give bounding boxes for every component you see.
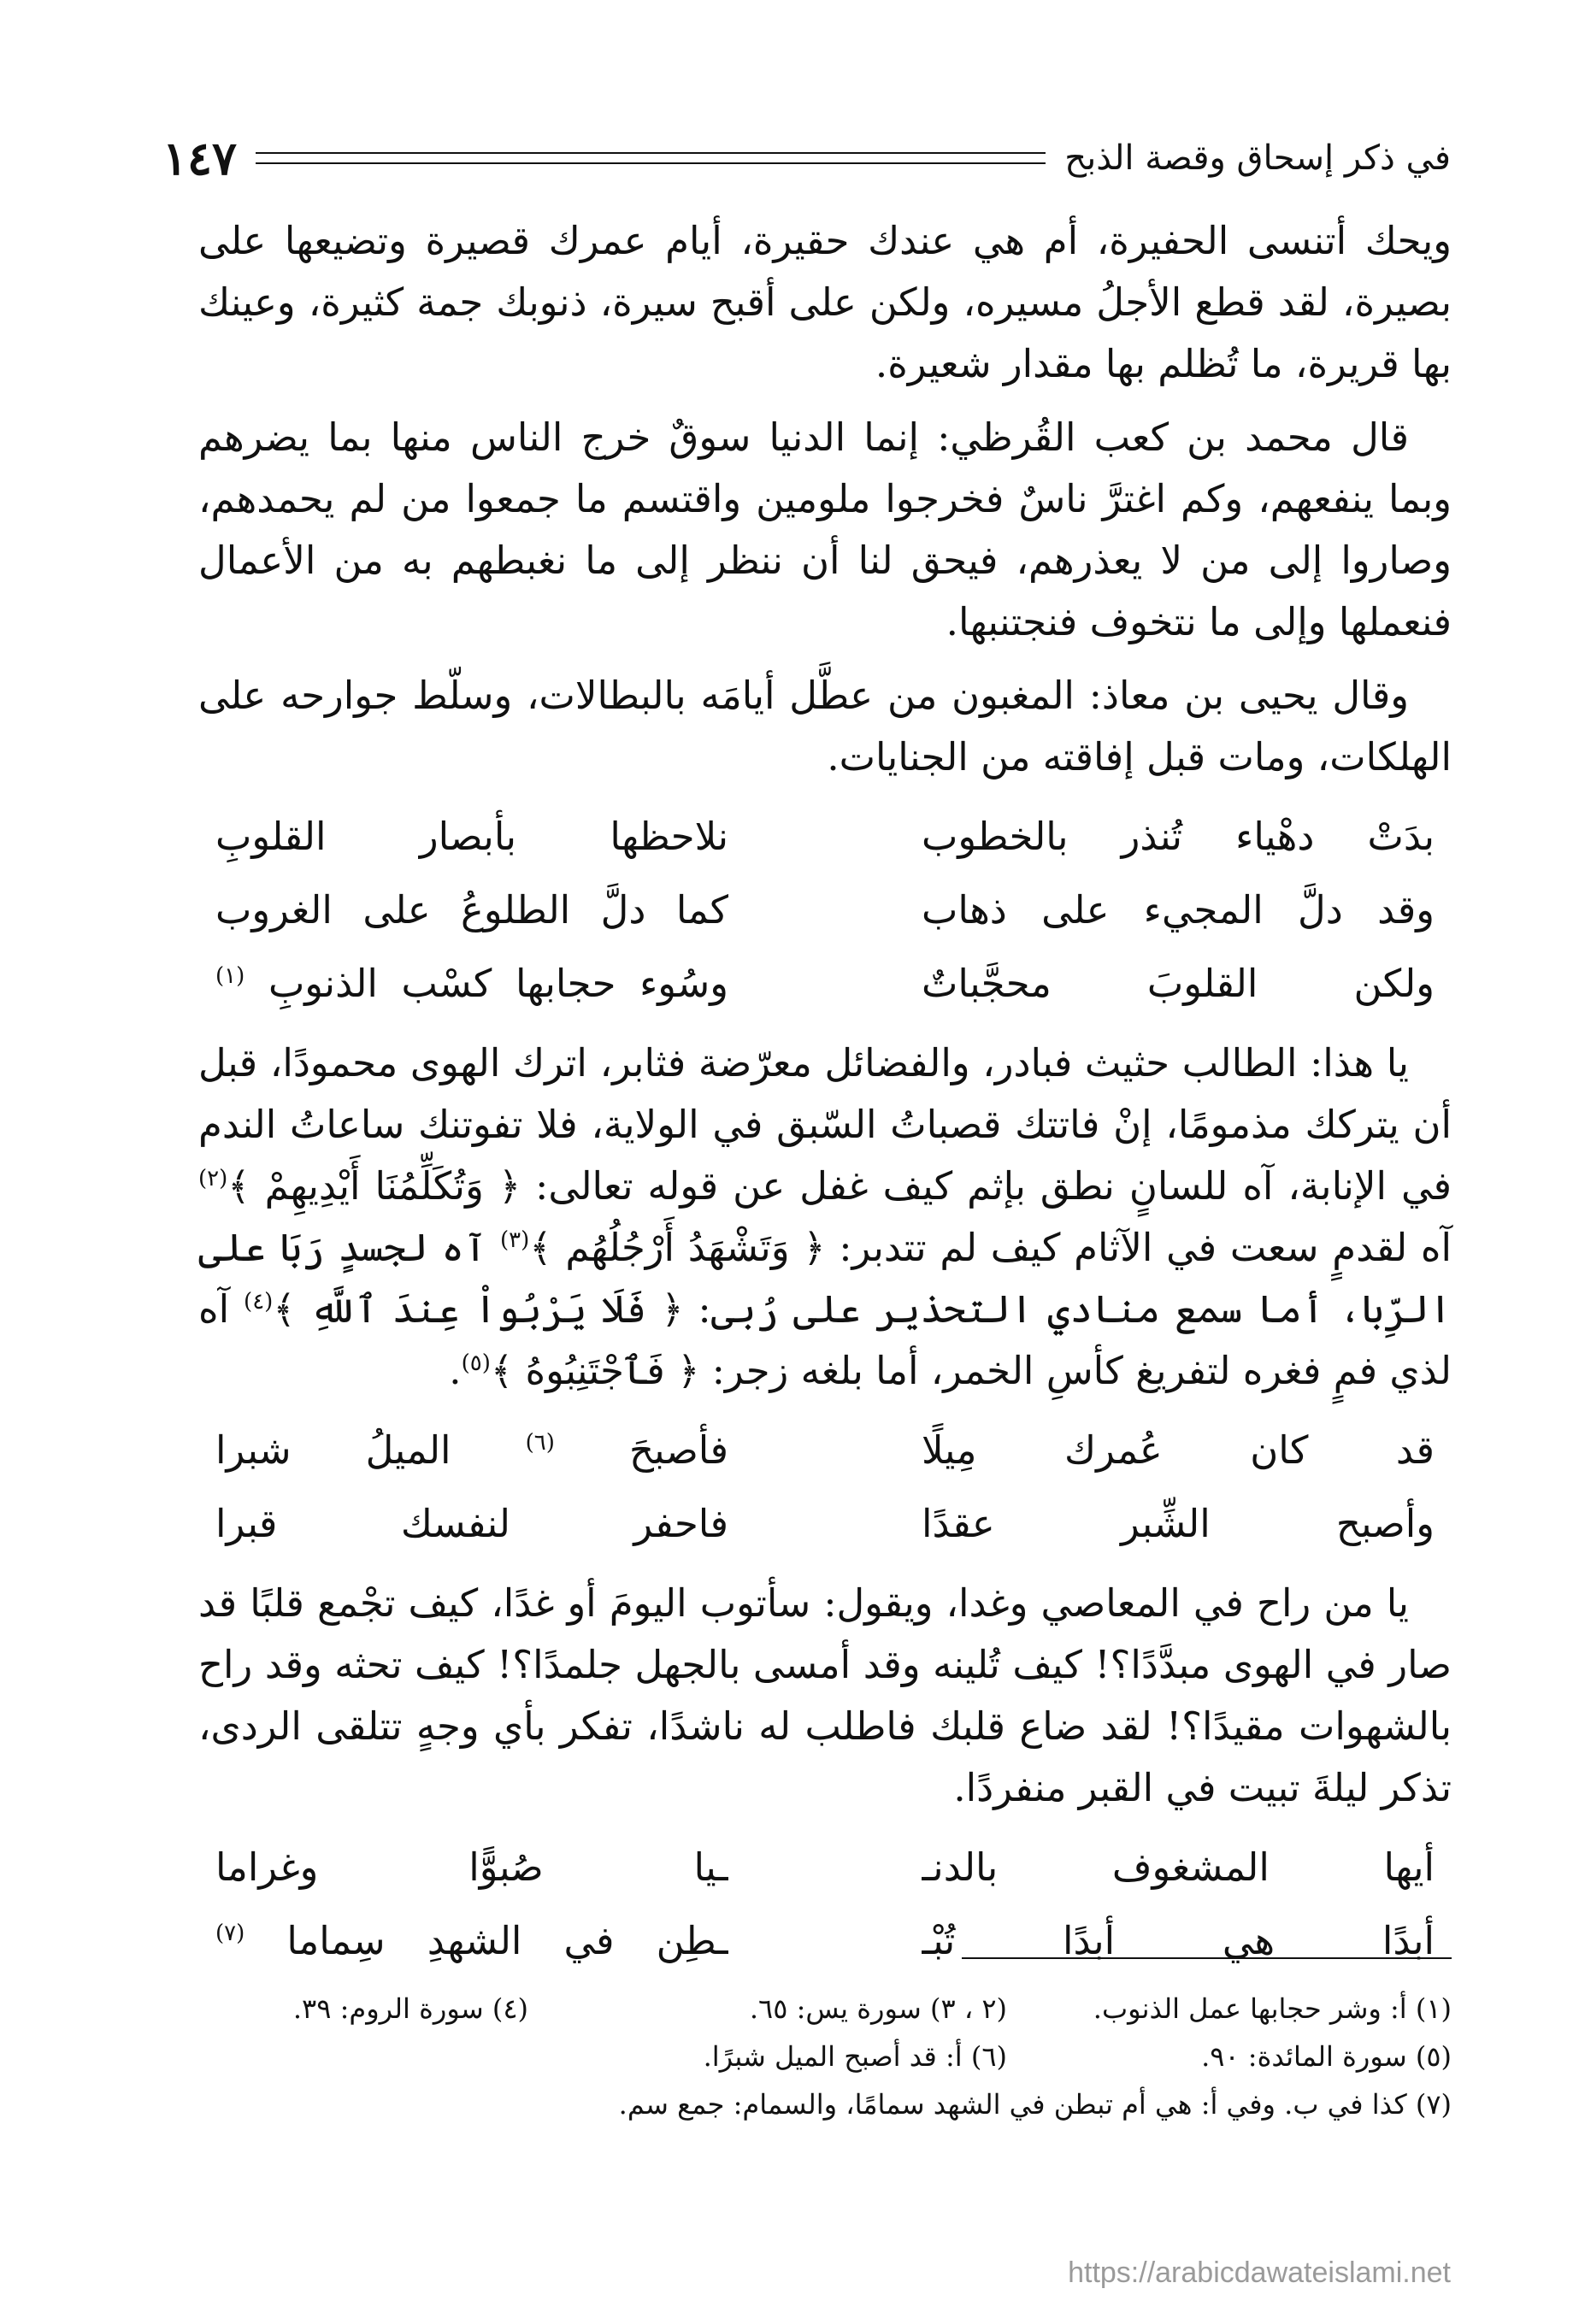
paragraph-4 — [198, 1033, 1452, 1402]
footnote-1: (١) أ: وشر حجابها عمل الذنوب. — [1093, 1992, 1452, 2025]
hemistich-text: الميلُ شبرا — [215, 1427, 451, 1473]
hemistich: أيها المشغوف بالدنـ — [922, 1844, 1435, 1890]
poem-1 — [198, 800, 1452, 1021]
footnote-ref-4: (٤) — [244, 1289, 274, 1315]
hemistich: وأصبح الشِّبر عقدًا — [922, 1501, 1435, 1546]
hemistich: بدَتْ دهْياء تُنذر بالخطوب — [922, 814, 1435, 859]
header-double-rule — [256, 152, 1046, 164]
hemistich-with-footnote — [215, 953, 728, 1015]
hemistich: ولكن القلوبَ محجَّباتٌ — [922, 961, 1435, 1006]
footnote-ref-3: (٣) — [500, 1227, 530, 1253]
footnote-row-3 — [198, 2080, 1452, 2128]
poem-3-verse-2 — [198, 1904, 1452, 1978]
poem-1-verse-2 — [198, 874, 1452, 947]
body-text — [198, 210, 1452, 1990]
footnote-ref-7: (٧) — [215, 1921, 245, 1946]
hemistich-text: وسُوء حجابها كسْب الذنوبِ — [268, 961, 728, 1006]
paragraph-2: قال محمد بن كعب القُرظي: إنما الدنيا سوقٌ خرج الناس منها بما يضرهم وبما ينفعهم، وكم اغترَّ ناسٌ فخرجوا ملومين واقتسم ما جمعوا من لم يحمدهم، وصاروا إلى من لا يعذرهم، فيحق لنا أن ننظر إلى ما نغبطهم به من الأعمال فنعملها وإلى ما نتخوف فنجتنبها. — [198, 415, 1452, 644]
hemistich-text: ـطِن في الشهدِ سِماما — [286, 1918, 728, 1963]
poem-2-verse-1 — [198, 1414, 1452, 1487]
footnotes — [198, 1985, 1452, 2128]
running-title: في ذكر إسحاق وقصة الذبح — [1064, 138, 1451, 178]
poem-1-verse-1 — [198, 800, 1452, 874]
poem-3 — [198, 1831, 1452, 1978]
hemistich-with-footnote — [215, 1910, 728, 1972]
paragraph-4-part-1: يا هذا: الطالب حثيث فبادر، والفضائل معرّضة فثابر، اترك الهوى محمودًا، قبل أن يتركك مذمومًا، إنْ فاتتك قصباتُ السّبق في الولاية، فلا تفوتنك ساعاتُ الندم في الإنابة، آه للسانٍ نطق بإثم كيف غفل عن قوله تعالى: ﴿ وَتُكَلِّمُنَا أَيْدِيهِمْ ﴾ — [198, 1040, 1452, 1209]
paragraph-5: يا من راح في المعاصي وغدا، ويقول: سأتوب اليومَ أو غدًا، كيف تجْمع قلبًا قد صار في الهوى مبدَّدًا؟! كيف تُلينه وقد أمسى بالجهل جلمدًا؟! كيف تحثه وقد راح بالشهوات مقيدًا؟! لقد ضاع قلبك فاطلب له ناشدًا، تفكر بأي وجهٍ تتلقى الردى، تذكر ليلةَ تبيت في القبر منفردًا. — [198, 1580, 1452, 1810]
footnote-6: (٦) أ: قد أصبح الميل شبرًا. — [703, 2040, 1007, 2073]
footnote-5: (٥) سورة المائدة: ٩٠. — [1201, 2040, 1452, 2073]
footnote-2-3: (٢ ، ٣) سورة يس: ٦٥. — [749, 1992, 1007, 2025]
footnote-row-1 — [198, 1985, 1452, 2033]
poem-2 — [198, 1414, 1452, 1561]
hemistich: قد كان عُمرك مِيلًا — [922, 1427, 1435, 1473]
hemistich: وقد دلَّ المجيء على ذهاب — [922, 887, 1435, 933]
poem-3-verse-1 — [198, 1831, 1452, 1904]
paragraph-4-part-2: آه لقدمٍ سعت في الآثام كيف لم تتدبر: ﴿ وَتَشْهَدُ أَرْجُلُهُم ﴾ — [529, 1225, 1452, 1270]
hemistich: فاحفر لنفسك قبرا — [215, 1501, 728, 1546]
paragraph-4-part-5: . — [449, 1348, 462, 1393]
page-number: ١٤٧ — [162, 131, 238, 185]
footnote-row-2 — [198, 2033, 1452, 2080]
hemistich: نلاحظها بأبصار القلوبِ — [215, 814, 728, 859]
paragraph-4-part-3: آه لجسدٍ رَبَا على الرِّبا، أما سمع منادي التحذير على رُبى: ﴿ فَلَا يَرْبُواْ عِندَ ٱللَّهِ ﴾ — [198, 1225, 1452, 1332]
footnote-separator — [962, 1957, 1452, 1959]
footnote-ref-6: (٦) — [525, 1430, 555, 1456]
page-header — [162, 120, 1451, 197]
footnote-ref-2: (٢) — [198, 1166, 228, 1191]
hemistich-with-footnote — [215, 1420, 728, 1481]
hemistich: ـيا صُبوًّا وغراما — [215, 1844, 728, 1890]
poem-2-verse-2 — [198, 1487, 1452, 1561]
footnote-ref-1: (١) — [215, 963, 245, 989]
paragraph-3: وقال يحيى بن معاذ: المغبون من عطَّل أيامَه بالبطالات، وسلّط جوارحه على الهلكات، ومات قبل إفاقته من الجنايات. — [198, 673, 1452, 780]
watermark-url: https://arabicdawateislami.net — [1068, 2256, 1451, 2289]
footnote-ref-5: (٥) — [461, 1350, 491, 1376]
paragraph-4-part-4: آه لذي فمٍ فغره لتفريغ كأسِ الخمر، أما بلغه زجر: ﴿ فَٱجْتَنِبُوهُ ﴾ — [198, 1286, 1452, 1393]
hemistich-text: فأصبحَ — [628, 1427, 728, 1473]
hemistich: كما دلَّ الطلوعُ على الغروب — [215, 887, 728, 933]
footnote-4: (٤) سورة الروم: ٣٩. — [292, 1992, 528, 2025]
poem-1-verse-3 — [198, 947, 1452, 1021]
paragraph-1: ويحك أتنسى الحفيرة، أم هي عندك حقيرة، أيام عمرك قصيرة وتضيعها على بصيرة، لقد قطع الأجلُ مسيره، ولكن على أقبح سيرة، ذنوبك جمة كثيرة، وعينك بها قريرة، ما تُظلم بها مقدار شعيرة. — [198, 218, 1452, 386]
footnote-7: (٧) كذا في ب. وفي أ: هي أم تبطن في الشهد سمامًا، والسمام: جمع سم. — [618, 2088, 1452, 2121]
hemistich: أبدًا هي أبدًا تُبْـ — [922, 1918, 1435, 1963]
